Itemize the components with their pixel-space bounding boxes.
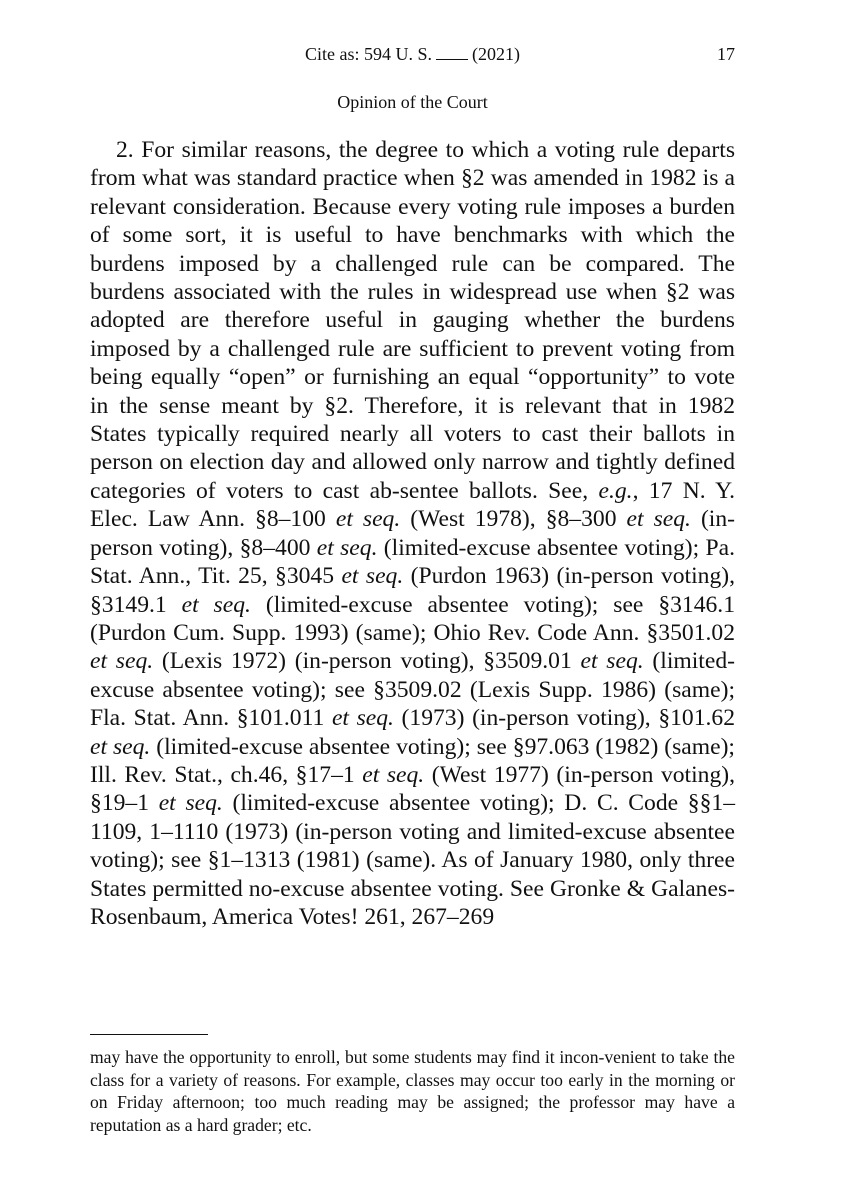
cite-suffix: (2021) [472, 44, 520, 64]
cite-prefix: Cite as: 594 U. S. [304, 44, 432, 64]
body-italic: et seq. [181, 591, 251, 618]
body-text: (limited-excuse absentee voting); see §97.063 (1982) (same); Ill. Rev. Stat., ch.46, §17–1 [90, 733, 735, 788]
body-italic: et seq. [335, 506, 401, 533]
body-italic: et seq. [626, 506, 691, 533]
body-italic: et seq. [90, 733, 151, 760]
footnote-text: may have the opportunity to enroll, but some students may find it incon-venient to take the class for a variety of reasons. For example, classes may occur too early in the morning or on Friday afternoon; too much reading may be assigned; the professor may have a reputation as a hard grader; etc. [90, 1047, 735, 1135]
footnote [90, 1046, 735, 1136]
body-italic: et seq. [90, 648, 154, 675]
body-italic: et seq. [331, 705, 394, 732]
body-text: (limited-excuse absentee voting); D. C. Code §§1–1109, 1–1110 (1973) (in-person voting and limited-excuse absentee voting); see §1–1313 (1981) (same). As of January 1980, only three States permitted no-excuse absentee voting. See Gronke & Galanes-Rosenbaum, America Votes! 261, 267–269 [90, 790, 735, 930]
body-text: 2. For similar reasons, the degree to which a voting rule departs from what was standard practice when §2 was amended in 1982 is a relevant consideration. Because every voting rule imposes a burden of some sort, it is useful to have benchmarks with which the burdens imposed by a challenged rule can be compared. The burdens associated with the rules in widespread use when §2 was adopted are therefore useful in gauging whether the burdens imposed by a challenged rule are sufficient to prevent voting from being equally “open” or furnishing an equal “opportunity” to vote in the sense meant by §2. Therefore, it is relevant that in 1982 States typically required nearly all voters to cast their ballots in person on election day and allowed only narrow and tightly defined categories of voters to cast ab-sentee ballots. See, [90, 137, 735, 504]
body-text: (Purdon 1963) (in-person voting), §3149.1 [90, 563, 735, 618]
body-text: , 17 N. Y. Elec. Law Ann. §8–100 [90, 477, 736, 533]
body-text: (in-person voting), §8–400 [90, 506, 736, 561]
body-text: (1973) (in-person voting), §101.62 [393, 705, 735, 732]
running-header [90, 40, 735, 70]
page-number: 17 [717, 44, 735, 64]
body-text: (limited-excuse absentee voting); see §3146.1 (Purdon Cum. Supp. 1993) (same); Ohio Rev. Code Ann. §3501.02 [90, 591, 736, 646]
body-italic: et seq. [362, 761, 425, 788]
body-text: (limited-excuse absentee voting); see §3509.02 (Lexis Supp. 1986) (same); Fla. Stat. Ann. §101.011 [90, 648, 735, 732]
body-italic: et seq. [316, 534, 378, 561]
cite-blank [436, 45, 468, 60]
body-italic: et seq. [341, 563, 404, 590]
body-text: (West 1977) (in-person voting), §19–1 [90, 761, 736, 817]
body-italic: et seq. [580, 648, 644, 675]
body-italic: e.g. [598, 477, 633, 504]
body-text: (West 1978), §8–300 [400, 506, 627, 533]
body-italic: et seq. [158, 790, 223, 817]
body-text: (limited-excuse absentee voting); Pa. Stat. Ann., Tit. 25, §3045 [90, 534, 735, 590]
citation-line [90, 44, 735, 65]
body-paragraph [90, 136, 735, 931]
footnote-divider [90, 1034, 208, 1035]
body-text: (Lexis 1972) (in-person voting), §3509.01 [153, 648, 581, 675]
opinion-body [90, 136, 735, 931]
opinion-subheading: Opinion of the Court [337, 92, 488, 112]
